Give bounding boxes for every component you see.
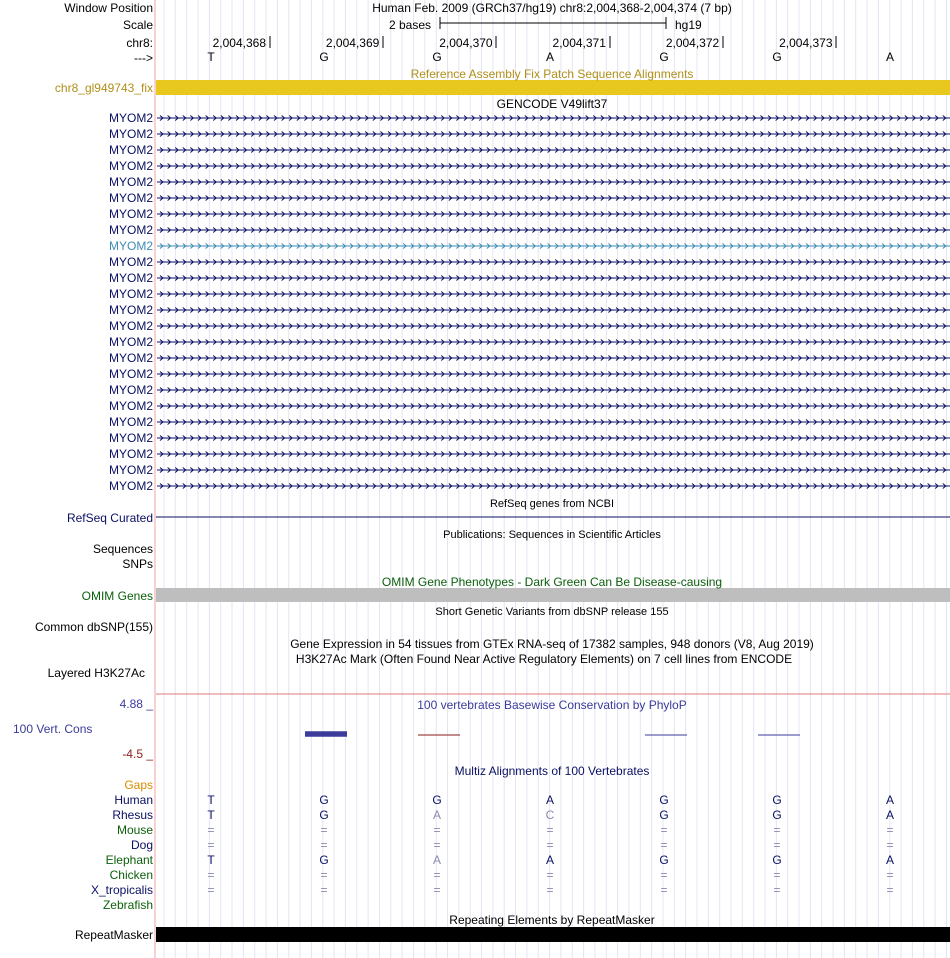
gene-label-myom2[interactable]: MYOM2 — [108, 399, 153, 413]
fix-patch-label[interactable]: chr8_gl949743_fix — [54, 81, 153, 95]
h3k27ac-title: H3K27Ac Mark (Often Found Near Active Regulatory Elements) on 7 cell lines from ENCODE — [295, 652, 793, 666]
publications-title: Publications: Sequences in Scientific Articles — [443, 529, 661, 541]
reference-base: G — [432, 50, 442, 64]
alignment-base: A — [885, 793, 895, 807]
gencode-transcripts[interactable] — [157, 116, 950, 489]
alignment-base: = — [660, 838, 668, 852]
gene-label-myom2[interactable]: MYOM2 — [108, 239, 153, 253]
repeatmasker-title: Repeating Elements by RepeatMasker — [449, 913, 655, 927]
repeatmasker-label[interactable]: RepeatMasker — [74, 928, 153, 942]
omim-gene-bar[interactable] — [156, 588, 950, 602]
gtex-title: Gene Expression in 54 tissues from GTEx RNA-seq of 17382 samples, 948 donors (V8, Aug 2019) — [290, 637, 814, 651]
species-label-rhesus[interactable]: Rhesus — [112, 808, 153, 822]
gene-label-myom2[interactable]: MYOM2 — [108, 319, 153, 333]
scale-label: Scale — [122, 18, 153, 32]
phylop-max-label: 4.88 _ — [119, 697, 153, 711]
gene-label-myom2[interactable]: MYOM2 — [108, 207, 153, 221]
alignment-base: = — [433, 838, 441, 852]
alignment-base: = — [773, 883, 781, 897]
alignment-base: A — [885, 808, 895, 822]
gene-label-myom2[interactable]: MYOM2 — [108, 335, 153, 349]
alignment-base: = — [546, 883, 554, 897]
alignment-base: = — [546, 838, 554, 852]
alignment-base: G — [319, 853, 329, 867]
alignment-base: A — [545, 793, 555, 807]
alignment-base: G — [659, 853, 669, 867]
fix-patch-title: Reference Assembly Fix Patch Sequence Alignments — [410, 67, 694, 81]
alignment-base: = — [433, 883, 441, 897]
position-label: 2,004,370 — [439, 36, 493, 50]
gene-label-myom2[interactable]: MYOM2 — [108, 415, 153, 429]
gene-label-myom2[interactable]: MYOM2 — [108, 159, 153, 173]
alignment-base: = — [207, 868, 215, 882]
alignment-base: C — [545, 808, 555, 822]
species-label-x_tropicalis[interactable]: X_tropicalis — [90, 883, 153, 897]
gene-label-myom2[interactable]: MYOM2 — [108, 175, 153, 189]
alignment-base: = — [660, 823, 668, 837]
alignment-base: = — [320, 838, 328, 852]
species-label-chicken[interactable]: Chicken — [109, 868, 153, 882]
scale-value: 2 bases — [389, 18, 432, 32]
omim-title: OMIM Gene Phenotypes - Dark Green Can Be Disease-causing — [381, 575, 723, 589]
reference-base: T — [207, 50, 215, 64]
alignment-base: = — [886, 883, 894, 897]
gene-label-myom2[interactable]: MYOM2 — [108, 271, 153, 285]
gene-label-myom2[interactable]: MYOM2 — [108, 431, 153, 445]
alignment-base: G — [659, 793, 669, 807]
fix-patch-bar[interactable] — [156, 80, 950, 95]
alignment-base: A — [432, 853, 442, 867]
alignment-base: G — [432, 793, 442, 807]
alignment-base: G — [772, 793, 782, 807]
species-label-mouse[interactable]: Mouse — [116, 823, 153, 837]
publications-snps-label[interactable]: SNPs — [122, 557, 153, 571]
position-label: 2,004,371 — [552, 36, 606, 50]
window-position-value: Human Feb. 2009 (GRCh37/hg19) chr8:2,004,368-2,004,374 (7 bp) — [372, 1, 732, 15]
position-label: 2,004,368 — [212, 36, 266, 50]
gencode-title: GENCODE V49lift37 — [496, 97, 608, 111]
reference-base: G — [319, 50, 329, 64]
alignment-base: = — [207, 883, 215, 897]
window-position-label: Window Position — [64, 1, 153, 15]
alignment-base: = — [433, 868, 441, 882]
gene-label-myom2[interactable]: MYOM2 — [108, 191, 153, 205]
alignment-base: G — [659, 808, 669, 822]
gene-label-myom2[interactable]: MYOM2 — [108, 287, 153, 301]
species-label-human[interactable]: Human — [114, 793, 153, 807]
strand-label[interactable]: ---> — [134, 51, 153, 65]
position-label: 2,004,369 — [325, 36, 380, 50]
alignment-base: G — [319, 808, 329, 822]
alignment-base: T — [207, 853, 215, 867]
alignment-base: A — [545, 853, 555, 867]
dbsnp-title: Short Genetic Variants from dbSNP release 155 — [435, 606, 669, 618]
reference-base: A — [545, 50, 555, 64]
gene-label-myom2[interactable]: MYOM2 — [108, 463, 153, 477]
omim-label[interactable]: OMIM Genes — [81, 589, 153, 603]
gene-label-myom2[interactable]: MYOM2 — [108, 111, 153, 125]
alignment-base: = — [660, 868, 668, 882]
gene-label-myom2[interactable]: MYOM2 — [108, 351, 153, 365]
publications-sequences-label[interactable]: Sequences — [92, 542, 153, 556]
alignment-base: = — [433, 823, 441, 837]
reference-base: A — [885, 50, 895, 64]
gene-label-myom2[interactable]: MYOM2 — [108, 255, 153, 269]
phylop-bar — [305, 731, 347, 737]
species-label-elephant[interactable]: Elephant — [105, 853, 153, 867]
alignment-base: = — [546, 868, 554, 882]
alignment-base: A — [432, 808, 442, 822]
reference-base: G — [772, 50, 782, 64]
gene-label-myom2[interactable]: MYOM2 — [108, 447, 153, 461]
alignment-base: = — [886, 823, 894, 837]
alignment-base: = — [773, 823, 781, 837]
alignment-base: = — [886, 838, 894, 852]
alignment-base: = — [773, 868, 781, 882]
scale-assembly: hg19 — [675, 18, 702, 32]
multiz-title: Multiz Alignments of 100 Vertebrates — [454, 764, 650, 778]
chrom-label: chr8: — [126, 36, 153, 50]
reference-base: G — [659, 50, 669, 64]
gaps-label[interactable]: Gaps — [124, 778, 153, 792]
position-label: 2,004,372 — [665, 36, 720, 50]
alignment-base: T — [207, 808, 215, 822]
gene-label-myom2[interactable]: MYOM2 — [108, 367, 153, 381]
phylop-label[interactable]: 100 Vert. Cons — [13, 722, 93, 736]
dbsnp-label[interactable]: Common dbSNP(155) — [34, 620, 153, 634]
alignment-base: G — [772, 853, 782, 867]
gene-label-myom2[interactable]: MYOM2 — [108, 479, 153, 493]
base-grid — [164, 0, 947, 958]
position-label: 2,004,373 — [779, 36, 833, 50]
refseq-title: RefSeq genes from NCBI — [489, 498, 615, 510]
alignment-base: = — [320, 823, 328, 837]
alignment-base: T — [207, 793, 215, 807]
alignment-base: = — [886, 868, 894, 882]
alignment-base: = — [320, 868, 328, 882]
alignment-base: = — [546, 823, 554, 837]
gene-label-myom2[interactable]: MYOM2 — [108, 223, 153, 237]
gene-label-myom2[interactable]: MYOM2 — [108, 143, 153, 157]
alignment-base: A — [885, 853, 895, 867]
species-label-zebrafish[interactable]: Zebrafish — [102, 898, 153, 912]
h3k27ac-label[interactable]: Layered H3K27Ac — [47, 666, 145, 680]
refseq-label[interactable]: RefSeq Curated — [66, 511, 153, 525]
alignment-base: = — [773, 838, 781, 852]
alignment-base: = — [207, 838, 215, 852]
gene-label-myom2[interactable]: MYOM2 — [108, 127, 153, 141]
alignment-base: = — [660, 883, 668, 897]
alignment-base: = — [207, 823, 215, 837]
alignment-base: G — [319, 793, 329, 807]
alignment-base: = — [320, 883, 328, 897]
gene-label-myom2[interactable]: MYOM2 — [108, 303, 153, 317]
alignment-base: G — [772, 808, 782, 822]
gene-label-myom2[interactable]: MYOM2 — [108, 383, 153, 397]
phylop-title: 100 vertebrates Basewise Conservation by PhyloP — [417, 698, 687, 712]
species-label-dog[interactable]: Dog — [130, 838, 153, 852]
repeatmasker-bar[interactable] — [156, 927, 950, 942]
phylop-min-label: -4.5 _ — [122, 747, 153, 761]
